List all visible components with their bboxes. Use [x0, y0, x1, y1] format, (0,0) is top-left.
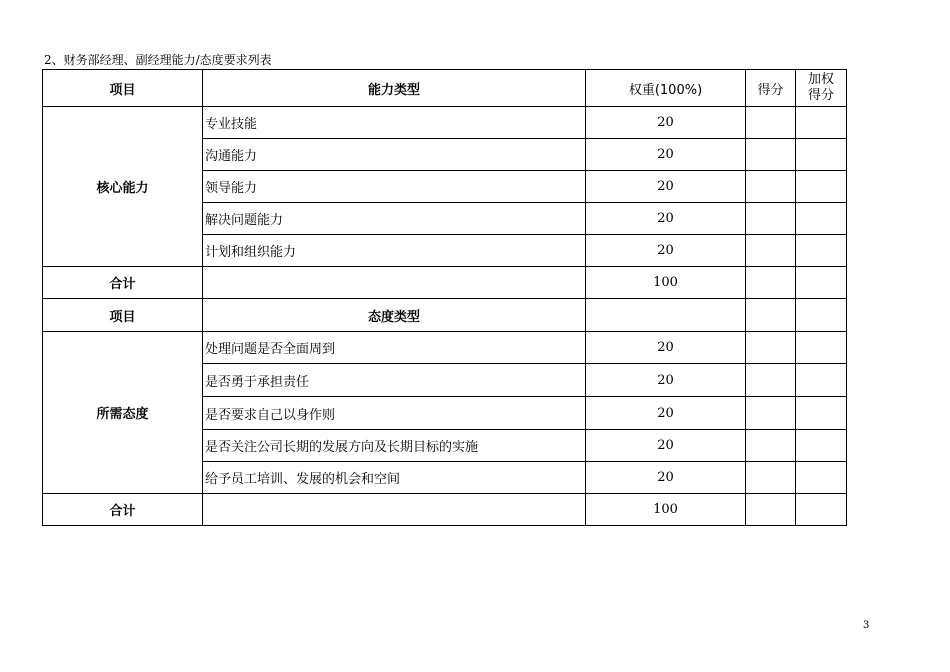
weighted-score-cell[interactable] [796, 203, 847, 235]
attitude-total-row [43, 494, 847, 526]
row-weight: 20 [586, 171, 746, 203]
score-cell[interactable] [746, 462, 796, 494]
header-ability-type: 能力类型 [203, 70, 586, 107]
core-total-row [43, 267, 847, 299]
weighted-score-cell[interactable] [796, 139, 847, 171]
row-name: 是否勇于承担责任 [203, 364, 586, 397]
score-cell[interactable] [746, 203, 796, 235]
row-weight: 20 [586, 364, 746, 397]
weighted-score-cell[interactable] [796, 171, 847, 203]
table-header-row [43, 70, 847, 107]
weighted-score-cell[interactable] [796, 235, 847, 267]
row-weight: 20 [586, 203, 746, 235]
core-total-value: 100 [586, 267, 746, 299]
weighted-score-cell[interactable] [796, 462, 847, 494]
attitude-label: 所需态度 [43, 332, 203, 494]
score-cell[interactable] [746, 171, 796, 203]
score-cell[interactable] [746, 332, 796, 364]
table-row [43, 332, 847, 364]
row-weight: 20 [586, 139, 746, 171]
score-cell[interactable] [746, 267, 796, 299]
header-item: 项目 [43, 299, 203, 332]
attitude-total-value: 100 [586, 494, 746, 526]
attitude-header-row [43, 299, 847, 332]
table-row [43, 107, 847, 139]
row-name: 处理问题是否全面周到 [203, 332, 586, 364]
score-cell[interactable] [746, 364, 796, 397]
header-attitude-type: 态度类型 [203, 299, 586, 332]
weighted-score-cell[interactable] [796, 364, 847, 397]
row-weight: 20 [586, 235, 746, 267]
row-name: 专业技能 [203, 107, 586, 139]
requirements-table [42, 69, 847, 526]
page-number: 3 [863, 620, 870, 631]
header-item: 项目 [43, 70, 203, 107]
weighted-score-cell[interactable] [796, 332, 847, 364]
core-total-label: 合计 [43, 267, 203, 299]
core-ability-label: 核心能力 [43, 107, 203, 267]
row-name: 给予员工培训、发展的机会和空间 [203, 462, 586, 494]
row-weight: 20 [586, 332, 746, 364]
weighted-score-cell[interactable] [796, 397, 847, 430]
score-cell[interactable] [746, 430, 796, 462]
empty-cell [203, 267, 586, 299]
row-name: 领导能力 [203, 171, 586, 203]
weighted-score-cell[interactable] [796, 267, 847, 299]
row-name: 解决问题能力 [203, 203, 586, 235]
empty-cell [586, 299, 746, 332]
header-weighted-line2: 得分 [807, 88, 834, 103]
weighted-score-cell[interactable] [796, 107, 847, 139]
row-weight: 20 [586, 107, 746, 139]
row-name: 计划和组织能力 [203, 235, 586, 267]
header-weighted-line1: 加权 [807, 72, 834, 87]
row-name: 是否关注公司长期的发展方向及长期目标的实施 [203, 430, 586, 462]
empty-cell [203, 494, 586, 526]
score-cell[interactable] [746, 235, 796, 267]
weighted-score-cell[interactable] [796, 430, 847, 462]
row-weight: 20 [586, 462, 746, 494]
empty-cell [796, 299, 847, 332]
score-cell[interactable] [746, 494, 796, 526]
score-cell[interactable] [746, 107, 796, 139]
header-score: 得分 [746, 70, 796, 107]
header-weight: 权重(100%) [586, 70, 746, 107]
row-weight: 20 [586, 397, 746, 430]
empty-cell [746, 299, 796, 332]
score-cell[interactable] [746, 397, 796, 430]
score-cell[interactable] [746, 139, 796, 171]
row-name: 是否要求自己以身作则 [203, 397, 586, 430]
table-caption: 2、财务部经理、副经理能力/态度要求列表 [44, 53, 272, 67]
header-weighted-score [796, 70, 847, 107]
row-name: 沟通能力 [203, 139, 586, 171]
weighted-score-cell[interactable] [796, 494, 847, 526]
row-weight: 20 [586, 430, 746, 462]
attitude-total-label: 合计 [43, 494, 203, 526]
